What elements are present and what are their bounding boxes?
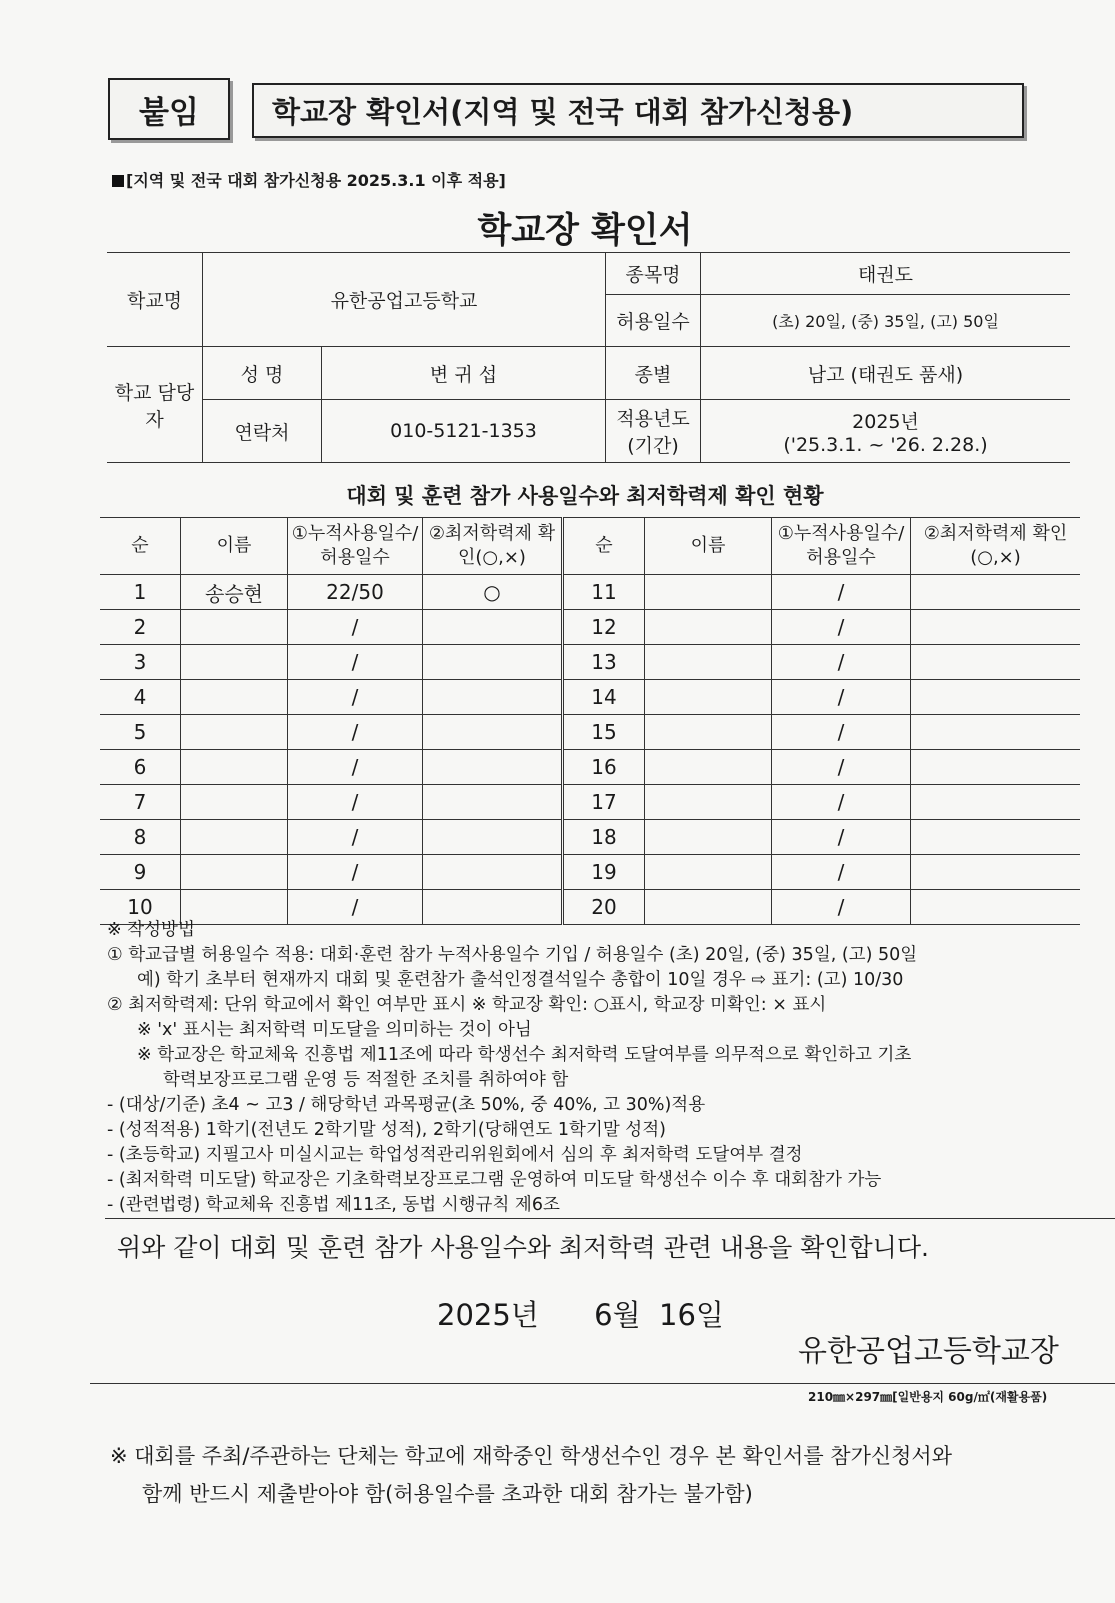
row-days: /	[288, 820, 423, 855]
row-no: 1	[100, 575, 181, 610]
footer-note	[110, 1437, 952, 1513]
row-no: 9	[100, 855, 181, 890]
row-days: 22/50	[288, 575, 423, 610]
row-no: 3	[100, 645, 181, 680]
note-line: - (대상/기준) 초4 ~ 고3 / 해당학년 과목평균(초 50%, 중 40%, 고 30%)적용	[107, 1095, 706, 1115]
contact-value: 010-5121-1353	[390, 420, 537, 442]
note-line: ※ 'x' 표시는 최저학력 미도달을 의미하는 것이 아님	[137, 1020, 532, 1040]
contact-label: 연락처	[203, 400, 322, 462]
row-name: 송승현	[181, 575, 288, 610]
row-check	[911, 645, 1081, 680]
school-label: 학교명	[107, 253, 203, 347]
row-no: 13	[563, 645, 645, 680]
row-days: /	[288, 680, 423, 715]
note-line: 학력보장프로그램 운영 등 적절한 조치를 취하여야 함	[163, 1070, 569, 1090]
document-title: 학교장 확인서	[477, 211, 693, 251]
contact-cell	[203, 400, 606, 463]
table-row	[100, 610, 1080, 645]
note-line: ※ 학교장은 학교체육 진흥법 제11조에 따라 학생선수 최저학력 도달여부를 의무적으로 확인하고 기초	[137, 1045, 912, 1065]
row-days: /	[772, 645, 911, 680]
row-days: /	[772, 890, 911, 925]
row-no: 5	[100, 715, 181, 750]
row-no: 20	[563, 890, 645, 925]
paper-spec: 210㎜×297㎜[일반용지 60g/㎡(재활용품)	[808, 1390, 1048, 1404]
row-days: /	[288, 785, 423, 820]
row-name	[181, 715, 288, 750]
info-table	[107, 252, 1070, 463]
allowed-days-value: (초) 20일, (중) 35일, (고) 50일	[701, 295, 1071, 347]
row-check: ○	[423, 575, 563, 610]
allowed-days-label: 허용일수	[606, 295, 701, 347]
row-no: 18	[563, 820, 645, 855]
confirmation-statement: 위와 같이 대회 및 훈련 참가 사용일수와 최저학력 관련 내용을 확인합니다.	[117, 1233, 929, 1262]
row-name	[645, 855, 772, 890]
row-check	[423, 785, 563, 820]
sport-label: 종목명	[606, 253, 701, 295]
name-cell	[203, 347, 606, 400]
table-row	[100, 855, 1080, 890]
row-name	[181, 645, 288, 680]
note-line: - (초등학교) 지필고사 미실시교는 학업성적관리위원회에서 심의 후 최저학력 도달여부 결정	[107, 1145, 803, 1165]
school-value: 유한공업고등학교	[203, 253, 606, 347]
row-no: 10	[100, 890, 181, 925]
table-row	[100, 680, 1080, 715]
sub-header	[112, 168, 506, 191]
col-name-right: 이름	[645, 518, 772, 575]
row-check	[911, 610, 1081, 645]
row-days: /	[288, 890, 423, 925]
row-check	[911, 575, 1081, 610]
row-check	[423, 680, 563, 715]
row-days: /	[288, 855, 423, 890]
row-name	[645, 715, 772, 750]
row-days: /	[772, 575, 911, 610]
row-no: 15	[563, 715, 645, 750]
row-name	[181, 785, 288, 820]
note-line: 예) 학기 초부터 현재까지 대회 및 훈련참가 출석인정결석일수 총합이 10일 경우 ⇨ 표기: (고) 10/30	[137, 970, 904, 990]
row-name	[645, 750, 772, 785]
row-check	[423, 645, 563, 680]
note-line: - (성적적용) 1학기(전년도 2학기말 성적), 2학기(당해연도 1학기말 성적)	[107, 1120, 666, 1140]
row-no: 4	[100, 680, 181, 715]
row-check	[423, 855, 563, 890]
note-line: ② 최저학력제: 단위 학교에서 확인 여부만 표시 ※ 학교장 확인: ○표시, 학교장 미확인: × 표시	[107, 995, 827, 1015]
attachment-label-text: 붙임	[139, 94, 199, 131]
row-no: 12	[563, 610, 645, 645]
period-value: ('25.3.1. ~ '26. 2.28.)	[783, 433, 988, 456]
row-name	[181, 680, 288, 715]
row-no: 8	[100, 820, 181, 855]
row-check	[911, 855, 1081, 890]
col-no: 순	[100, 518, 181, 575]
row-days: /	[772, 680, 911, 715]
row-days: /	[772, 715, 911, 750]
row-days: /	[772, 785, 911, 820]
row-check	[911, 750, 1081, 785]
notes-heading: ※ 작성방법	[107, 920, 195, 940]
footer-note-line: 함께 반드시 제출받아야 함(허용일수를 초과한 대회 참가는 불가함)	[142, 1482, 753, 1506]
row-no: 7	[100, 785, 181, 820]
row-check	[423, 610, 563, 645]
row-name	[645, 820, 772, 855]
usage-section-title: 대회 및 훈련 참가 사용일수와 최저학력제 확인 현황	[346, 484, 824, 508]
table-row	[100, 715, 1080, 750]
row-no: 16	[563, 750, 645, 785]
row-days: /	[772, 610, 911, 645]
note-line: - (관련법령) 학교체육 진흥법 제11조, 동법 시행규칙 제6조	[107, 1195, 560, 1215]
category-value: 남고 (태권도 품새)	[701, 347, 1071, 400]
row-check	[423, 750, 563, 785]
row-days: /	[772, 820, 911, 855]
form-title: 학교장 확인서(지역 및 전국 대회 참가신청용)	[272, 95, 854, 129]
row-check	[423, 820, 563, 855]
attachment-label	[108, 78, 230, 140]
row-no: 11	[563, 575, 645, 610]
row-no: 6	[100, 750, 181, 785]
row-check	[911, 680, 1081, 715]
table-row	[100, 785, 1080, 820]
row-no: 2	[100, 610, 181, 645]
sport-value: 태권도	[701, 253, 1071, 295]
name-value: 변 귀 섭	[429, 363, 498, 386]
row-name	[181, 610, 288, 645]
form-title-box	[252, 83, 1024, 138]
row-name	[645, 645, 772, 680]
table-row	[100, 645, 1080, 680]
row-name	[181, 820, 288, 855]
table-row	[100, 575, 1080, 610]
row-days: /	[288, 645, 423, 680]
row-check	[911, 785, 1081, 820]
year-value: 2025년	[852, 410, 919, 433]
note-line: ① 학교급별 허용일수 적용: 대회·훈련 참가 누적사용일수 기입 / 허용일수 (초) 20일, (중) 35일, (고) 50일	[107, 945, 918, 965]
row-name	[645, 575, 772, 610]
row-name	[645, 680, 772, 715]
row-no: 17	[563, 785, 645, 820]
row-no: 19	[563, 855, 645, 890]
row-check	[423, 715, 563, 750]
name-label: 성 명	[203, 347, 322, 399]
row-name	[181, 750, 288, 785]
manager-label: 학교 담당자	[107, 347, 203, 463]
divider	[105, 1218, 1115, 1219]
col-no-right: 순	[563, 518, 645, 575]
row-name	[181, 855, 288, 890]
row-days: /	[772, 855, 911, 890]
table-row	[100, 820, 1080, 855]
col-name: 이름	[181, 518, 288, 575]
row-check	[911, 820, 1081, 855]
principal-signature: 유한공업고등학교장	[798, 1334, 1059, 1369]
writing-notes	[107, 918, 1097, 1218]
sub-header-text: [지역 및 전국 대회 참가신청용 2025.3.1 이후 적용]	[126, 171, 506, 190]
divider	[90, 1383, 1115, 1384]
row-name	[645, 785, 772, 820]
row-days: /	[772, 750, 911, 785]
row-days: /	[288, 715, 423, 750]
square-bullet-icon	[112, 175, 124, 187]
row-name	[645, 610, 772, 645]
table-row	[100, 750, 1080, 785]
col-days: ①누적사용일수/허용일수	[288, 518, 423, 575]
note-line: - (최저학력 미도달) 학교장은 기초학력보장프로그램 운영하여 미도달 학생선수 이수 후 대회참가 가능	[107, 1170, 882, 1190]
row-check	[911, 715, 1081, 750]
usage-table	[100, 517, 1080, 925]
col-check-right: ②최저학력제 확인(○,×)	[911, 518, 1081, 575]
issue-date: 2025년 6월 16일	[437, 1298, 724, 1332]
year-label: 적용년도 (기간)	[606, 400, 701, 463]
col-days-right: ①누적사용일수/허용일수	[772, 518, 911, 575]
col-check: ②최저학력제 확인(○,×)	[423, 518, 563, 575]
footer-note-line: ※ 대회를 주최/주관하는 단체는 학교에 재학중인 학생선수인 경우 본 확인서를 참가신청서와	[110, 1444, 953, 1468]
row-days: /	[288, 750, 423, 785]
category-label: 종별	[606, 347, 701, 400]
row-no: 14	[563, 680, 645, 715]
row-days: /	[288, 610, 423, 645]
year-cell	[701, 400, 1071, 463]
